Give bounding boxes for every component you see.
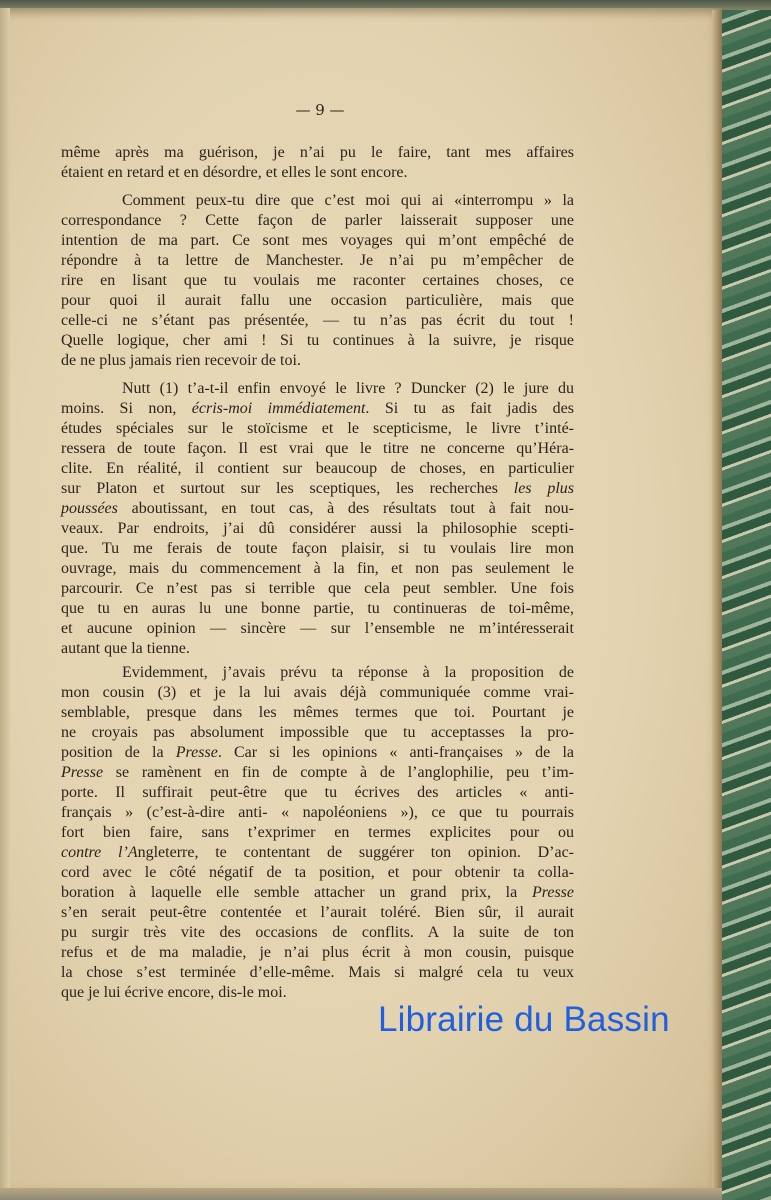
marbled-binding [722,10,771,1200]
text-line [61,163,574,183]
text-line [61,943,574,963]
text-segment: celle-ci ne s’étant pas présentée, — tu n’as pas écrit du tout ! [61,312,574,329]
text-segment: que. Tu me ferais de toute façon plaisir, si tu voulais lire mon [61,540,574,557]
text-segment: ne croyais pas absolument impossible que tu acceptasses la pro- [61,724,574,741]
text-line [61,419,574,439]
italic-text: poussées [61,500,118,517]
text-line [61,803,574,823]
text-line [61,351,574,371]
page-number: — 9 — [295,101,345,119]
text-line [61,231,574,251]
text-segment: moins. Si non, [61,400,192,417]
text-line [61,399,574,419]
paragraph [61,191,574,371]
text-line [61,459,574,479]
text-line [61,823,574,843]
text-segment: cord avec le côté négatif de ta position, et pour obtenir ta colla- [61,864,574,881]
text-segment: que tu en auras lu une bonne partie, tu continueras de toi-même, [61,600,574,617]
text-segment: étaient en retard et en désordre, et elles le sont encore. [61,164,408,181]
italic-text: contre l’A [61,844,138,861]
italic-text: Presse [61,764,104,781]
watermark: Librairie du Bassin [378,1000,670,1039]
facing-page-edge [0,8,10,1193]
text-segment: . Si tu as fait jadis des [365,400,575,417]
text-segment: ouvrage, mais du commencement à la fin, et non pas seulement le [61,560,574,577]
text-segment: fort bien faire, sans t’exprimer en termes explicites pour ou [61,824,574,841]
text-segment: répondre à ta lettre de Manchester. Je n’ai pu m’empêcher de [61,252,574,269]
text-line [61,191,574,211]
text-segment: intention de ma part. Ce sont mes voyages qui m’ont empêché de [61,232,574,249]
text-line [61,703,574,723]
text-line [61,499,574,519]
text-segment: semblable, presque dans les mêmes termes que toi. Pourtant je [61,704,574,721]
text-segment: boration à laquelle elle semble attacher un grand prix, la [61,884,532,901]
italic-text: les plus [513,480,574,497]
text-line [61,663,574,683]
paragraph [61,143,574,183]
text-line [61,311,574,331]
text-segment: aboutissant, en tout cas, à des résultats tout à fait nou- [117,500,574,517]
text-segment: études spéciales sur le stoïcisme et le scepticisme, le livre t’inté- [61,420,574,437]
text-segment: Quelle logique, cher ami ! Si tu continues à la suivre, je risque [61,332,574,349]
text-line [61,579,574,599]
text-segment: Evidemment, j’avais prévu ta réponse à la proposition de [122,664,574,681]
text-segment: se ramènent en fin de compte à de l’anglophilie, peu t’im- [103,764,574,781]
text-line [61,599,574,619]
text-line [61,723,574,743]
text-segment: rire en lisant que tu voulais me raconter certaines choses, ce [61,272,574,289]
text-line [61,743,574,763]
text-line [61,271,574,291]
text-line [61,843,574,863]
text-line [61,379,574,399]
text-segment: position de la [61,744,176,761]
text-line [61,683,574,703]
text-segment: autant que la tienne. [61,640,190,657]
text-segment: refus et de ma maladie, je n’ai plus écrit à mon cousin, puisque [61,944,574,961]
text-line [61,519,574,539]
text-segment: clite. En réalité, il contient sur beaucoup de choses, en particulier [61,460,574,477]
text-line [61,883,574,903]
text-segment: Comment peux-tu dire que c’est moi qui ai «interrompu » la [122,192,574,209]
text-segment: même après ma guérison, je n’ai pu le faire, tant mes affaires [61,144,574,161]
text-segment: correspondance ? Cette façon de parler laisserait supposer une [61,212,574,229]
text-line [61,291,574,311]
text-segment: mon cousin (3) et je la lui avais déjà communiquée comme vrai- [61,684,574,701]
paragraph [61,379,574,659]
italic-text: Presse [175,744,218,761]
text-segment: que je lui écrive encore, dis-le moi. [61,984,287,1001]
text-line [61,251,574,271]
text-line [61,923,574,943]
text-segment: pour quoi il aurait fallu une occasion particulière, mais que [61,292,574,309]
text-line [61,143,574,163]
text-line [61,559,574,579]
text-segment: de ne plus jamais rien recevoir de toi. [61,352,301,369]
text-segment: parcourir. Ce n’est pas si terrible que cela peut sembler. Une fois [61,580,574,597]
text-line [61,783,574,803]
text-segment: Nutt (1) t’a-t-il enfin envoyé le livre ? Duncker (2) le jure du [122,380,574,397]
text-segment: français » (c’est-à-dire anti- « napoléoniens »), ce que tu pourrais [61,804,574,821]
text-line [61,439,574,459]
text-line [61,639,574,659]
text-line [61,903,574,923]
text-line [61,211,574,231]
text-line [61,619,574,639]
book-bottom-edge [0,1188,722,1200]
italic-text: Presse [531,884,574,901]
text-line [61,331,574,351]
body-text [61,143,574,1011]
text-segment: . Car si les opinions « anti-françaises » de la [217,744,574,761]
text-segment: et aucune opinion — sincère — sur l’ensemble ne m’intéresserait [61,620,574,637]
text-line [61,863,574,883]
text-segment: pu surgir très vite des occasions de conflits. A la suite de ton [61,924,574,941]
text-segment: ngleterre, te contentant de suggérer ton opinion. D’ac- [137,844,574,861]
text-segment: veaux. Par endroits, j’ai dû considérer aussi la philosophie scepti- [61,520,574,537]
text-line [61,539,574,559]
text-segment: sur Platon et surtout sur les sceptiques, les recherches [61,480,514,497]
paragraph [61,663,574,1003]
text-segment: porte. Il suffirait peut-être que tu écrives des articles « anti- [61,784,574,801]
text-line [61,479,574,499]
text-line [61,963,574,983]
text-segment: ressera de toute façon. Il est vrai que le titre ne concerne qu’Héra- [61,440,574,457]
italic-text: écris-moi immédiatement [191,400,366,417]
text-segment: s’en serait peut-être contentée et l’aurait toléré. Bien sûr, il aurait [61,904,574,921]
text-segment: la chose s’est terminée d’elle-même. Mais si malgré cela tu veux [61,964,574,981]
text-line [61,763,574,783]
